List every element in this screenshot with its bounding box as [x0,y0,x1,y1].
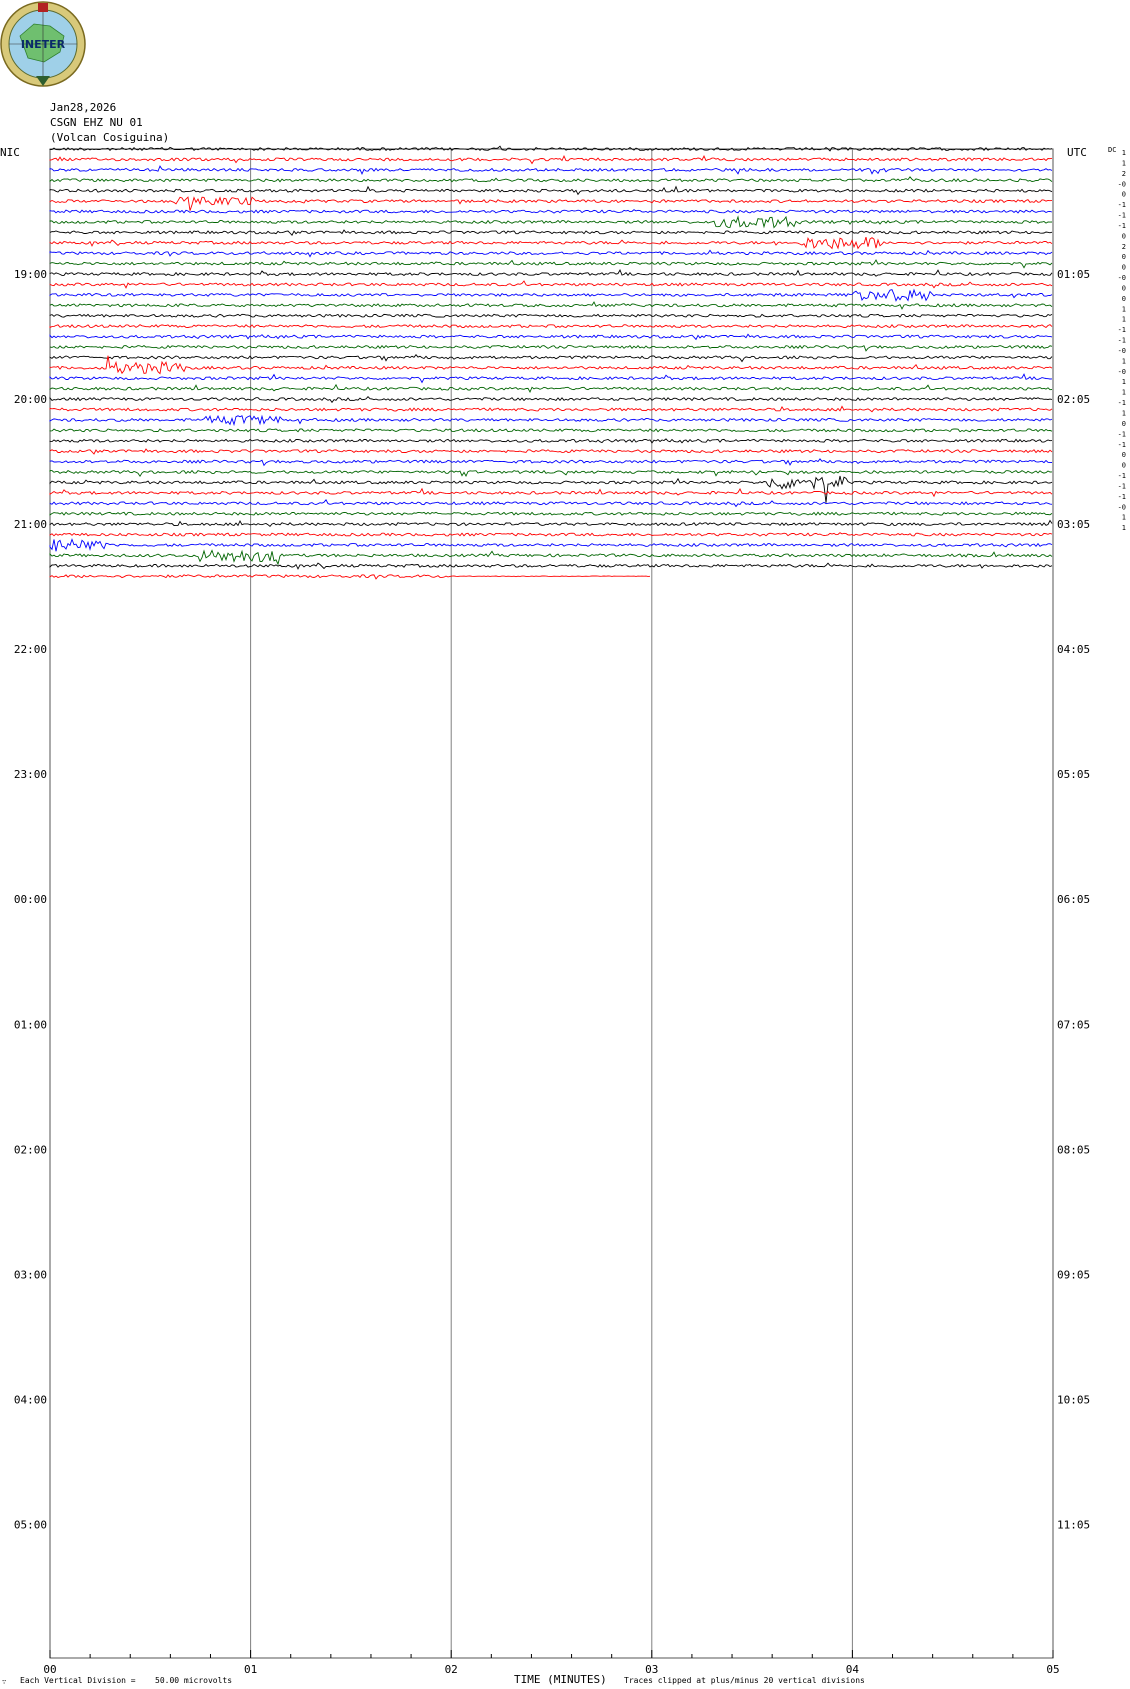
dc-offset-value: 0 [1121,190,1126,199]
trace-row [50,406,1052,411]
dc-offset-value: 0 [1121,419,1126,428]
trace-row [50,237,1052,248]
dc-offset-value: -0 [1117,180,1126,189]
right-hour-label: 03:05 [1057,518,1091,532]
dc-offset-value: 1 [1121,513,1126,522]
dc-offset-value: 0 [1121,284,1126,293]
left-hour-label: 20:00 [13,393,47,407]
trace-row [50,397,1052,403]
dc-offset-value: 1 [1121,305,1126,314]
right-hour-label: 09:05 [1057,1268,1091,1282]
trace-row [50,563,1052,569]
trace-row [50,459,1052,466]
left-hour-label: 19:00 [13,268,47,282]
x-tick-label: 02 [444,1663,458,1676]
dc-offset-value: -0 [1117,274,1126,283]
dc-offset-value: -1 [1117,201,1126,210]
trace-row [50,489,1052,496]
dc-offset-value: -0 [1117,367,1126,376]
x-tick-label: 03 [645,1663,659,1676]
trace-row [50,449,1052,454]
right-hour-label: 08:05 [1057,1143,1091,1157]
trace-row [50,187,1052,195]
dc-offset-value: 0 [1121,461,1126,470]
left-hour-label: 02:00 [13,1143,47,1157]
dc-offset-value: -1 [1117,399,1126,408]
dc-offset-value: 1 [1121,159,1126,168]
trace-row [50,166,1052,174]
dc-offset-column [1118,149,1126,532]
dc-offset-value: 0 [1121,451,1126,460]
right-hour-label: 06:05 [1057,893,1091,907]
trace-row [50,356,1052,374]
trace-row [50,385,1052,392]
trace-row [50,325,1052,328]
right-hour-label: 10:05 [1057,1393,1091,1407]
scale-mark: ∵ [2,1678,7,1686]
dc-offset-value: 2 [1121,242,1126,251]
dc-offset-value: -1 [1117,440,1126,449]
trace-row [50,471,1052,477]
division-label: Each Vertical Division = [20,1676,136,1685]
left-hour-label: 03:00 [13,1268,47,1282]
dc-offset-value: 0 [1121,253,1126,262]
grid-lines [50,149,1053,1658]
dc-offset-value: -0 [1117,346,1126,355]
station-location: (Volcan Cosiguina) [50,131,170,144]
trace-row [50,476,1052,503]
clip-note: Traces clipped at plus/minus 20 vertical divisions [624,1676,865,1685]
dc-offset-value: -1 [1117,326,1126,335]
dc-offset-value: -1 [1117,472,1126,481]
x-tick-label: 04 [845,1663,860,1676]
dc-offset-value: 1 [1121,149,1126,157]
plot-frame [50,149,1053,1658]
dc-offset-value: 1 [1121,357,1126,366]
trace-row [50,575,650,579]
trace-row [50,230,1052,235]
right-hour-label: 01:05 [1057,268,1091,282]
dc-offset-value: -1 [1117,430,1126,439]
dc-header: DC [1108,146,1117,154]
trace-row [50,533,1052,536]
dc-offset-value: 1 [1121,524,1126,533]
trace-row [50,521,1052,527]
left-hour-label: 01:00 [13,1018,47,1032]
trace-row [50,512,1052,515]
trace-row [50,416,1052,425]
ineter-logo [1,2,85,86]
trace-row [50,500,1052,507]
trace-row [50,302,1052,309]
dc-offset-value: -1 [1117,221,1126,230]
dc-offset-value: 2 [1121,169,1126,178]
x-tick-label: 05 [1046,1663,1060,1676]
left-hour-label: 00:00 [13,893,47,907]
trace-row [50,270,1052,276]
trace-row [50,539,1052,551]
division-value: 50.00 microvolts [155,1676,233,1685]
x-tick-label: 00 [43,1663,57,1676]
trace-row [50,177,1052,182]
left-hour-label: 21:00 [13,518,47,532]
right-hour-label: 07:05 [1057,1018,1091,1032]
station-code: CSGN EHZ NU 01 [50,116,143,129]
trace-row [50,281,1052,288]
dc-offset-value: 1 [1121,409,1126,418]
right-hour-label: 02:05 [1057,393,1091,407]
dc-offset-value: -1 [1117,492,1126,501]
x-tick-label: 01 [243,1663,258,1676]
trace-row [50,429,1052,432]
trace-row [50,210,1052,213]
left-timezone-label: NIC [0,146,20,159]
dc-offset-value: 0 [1121,294,1126,303]
dc-offset-value: 1 [1121,388,1126,397]
trace-row [50,217,1052,228]
chart-date: Jan28,2026 [50,101,117,114]
dc-offset-value: 1 [1121,315,1126,324]
trace-row [50,156,1052,163]
trace-row [50,250,1052,256]
left-hour-label: 05:00 [13,1518,47,1532]
trace-row [50,314,1052,317]
trace-row [50,290,1052,301]
trace-row [50,334,1052,339]
right-hour-label: 04:05 [1057,643,1091,657]
trace-row [50,346,1052,351]
dc-offset-value: -1 [1117,336,1126,345]
dc-offset-value: -1 [1117,211,1126,220]
dc-offset-value: -0 [1117,503,1126,512]
hour-labels [14,268,1090,1531]
right-timezone-label: UTC [1067,146,1087,159]
trace-row [50,260,1052,268]
dc-offset-value: 1 [1121,378,1126,387]
left-hour-label: 04:00 [13,1393,47,1407]
left-hour-label: 23:00 [13,768,47,782]
trace-row [50,439,1052,443]
logo-text: INETER [20,38,66,51]
seismic-traces [50,146,1052,579]
right-hour-label: 11:05 [1057,1518,1091,1532]
trace-row [50,374,1052,382]
dc-offset-value: 0 [1121,263,1126,272]
dc-offset-value: -1 [1117,482,1126,491]
trace-row [50,355,1052,362]
left-hour-label: 22:00 [13,643,47,657]
trace-row [50,197,1052,211]
x-axis-label: TIME (MINUTES) [514,1673,607,1686]
trace-row [50,550,1052,564]
right-hour-label: 05:05 [1057,768,1091,782]
dc-offset-value: 0 [1121,232,1126,241]
